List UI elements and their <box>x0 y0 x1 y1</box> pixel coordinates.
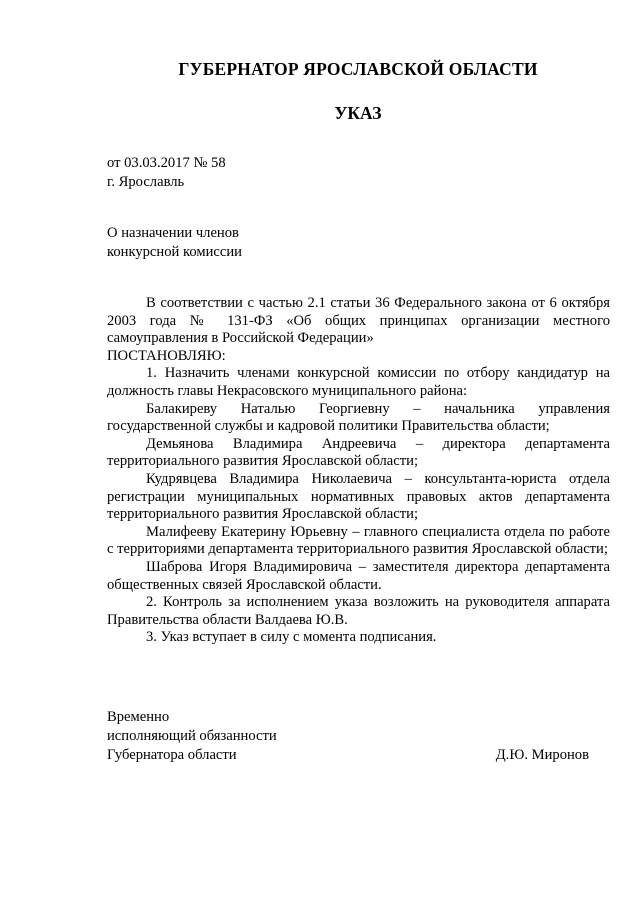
signature-position-line: Временно <box>107 709 170 725</box>
member-paragraph: Балакиреву Наталью Георгиевну – начальника управления государственной службы и кадровой политики Правительства области; <box>107 400 610 435</box>
member-paragraph: Кудрявцева Владимира Николаевича – консультанта-юриста отдела регистрации муниципальных нормативных правовых актов департамента территориального развития Ярославской области; <box>107 470 610 523</box>
item-3-paragraph: 3. Указ вступает в силу с момента подписания. <box>146 629 437 646</box>
item-1-paragraph: 1. Назначить членами конкурсной комиссии по отбору кандидатур на должность главы Некрасовского муниципального района: <box>107 365 610 399</box>
signature-final-line <box>107 746 589 765</box>
signature-position-line: исполняющий обязанности <box>107 728 277 744</box>
subject-line: О назначении членов <box>107 225 239 241</box>
preamble-paragraph: В соответствии с частью 2.1 статьи 36 Федерального закона от 6 октября 2003 года № 131-ФЗ «Об общих принципах организации местного самоуправления в Российской Федерации» <box>107 295 610 347</box>
signatory-name: Д.Ю. Миронов <box>495 747 589 763</box>
document-header-title: ГУБЕРНАТОР ЯРОСЛАВСКОЙ ОБЛАСТИ <box>178 59 538 79</box>
signature-block <box>107 708 610 765</box>
member-paragraph: Шаброва Игоря Владимировича – заместителя директора департамента общественных связей Ярославской области. <box>107 558 610 593</box>
subject-line: конкурсной комиссии <box>107 243 242 260</box>
member-paragraph: Демьянова Владимира Андреевича – директора департамента территориального развития Ярославской области; <box>107 435 610 470</box>
document-subject <box>107 224 242 261</box>
item-2-paragraph: 2. Контроль за исполнением указа возложить на руководителя аппарата Правительства области Валдаева Ю.В. <box>107 594 610 628</box>
member-paragraph: Малифееву Екатерину Юрьевну – главного специалиста отдела по работе с территориями департамента территориального развития Ярославской области; <box>107 523 610 558</box>
document-body <box>107 295 610 647</box>
document-date-number: от 03.03.2017 № 58 <box>107 155 226 171</box>
document-city: г. Ярославль <box>107 174 185 190</box>
signature-position-line: Губернатора области <box>107 747 237 763</box>
document-type: УКАЗ <box>334 103 382 123</box>
resolve-heading: ПОСТАНОВЛЯЮ: <box>107 347 226 364</box>
